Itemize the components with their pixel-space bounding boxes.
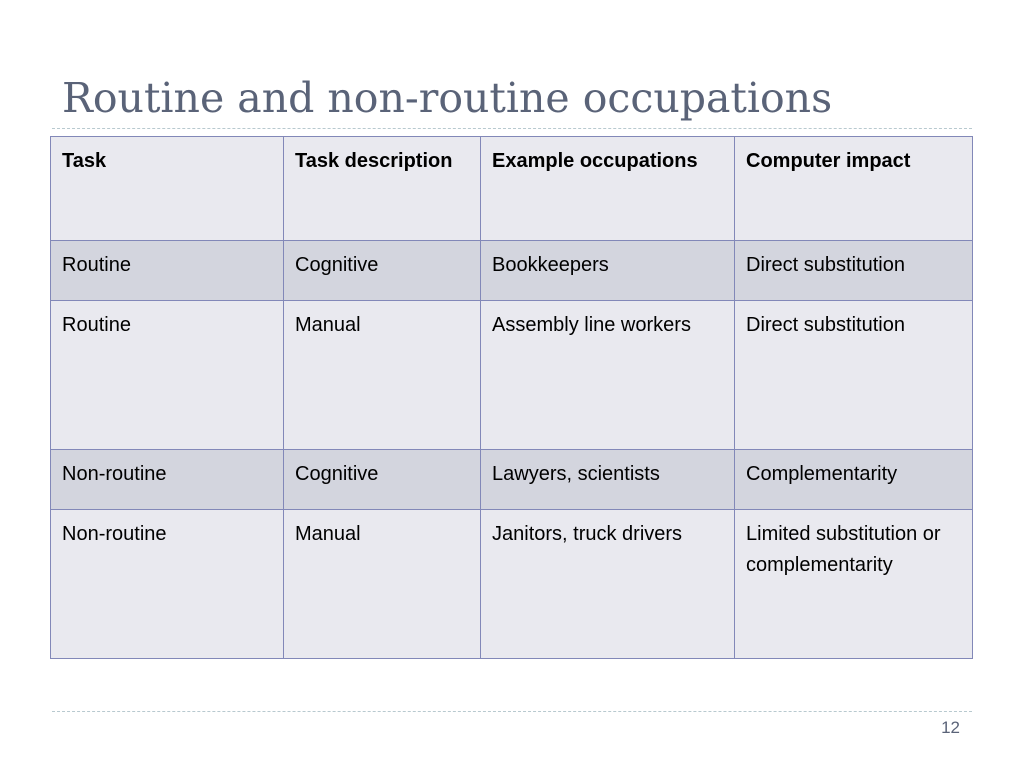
top-divider xyxy=(52,128,972,129)
header-example-occupations: Example occupations xyxy=(481,137,735,241)
cell-task: Routine xyxy=(51,241,284,301)
cell-task-description: Manual xyxy=(284,510,481,659)
table-row xyxy=(51,510,973,659)
cell-computer-impact: Complementarity xyxy=(735,450,973,510)
header-task-description: Task description xyxy=(284,137,481,241)
cell-task: Routine xyxy=(51,301,284,450)
page-number: 12 xyxy=(941,718,960,737)
header-task: Task xyxy=(51,137,284,241)
cell-example-occupations: Janitors, truck drivers xyxy=(481,510,735,659)
cell-task-description: Manual xyxy=(284,301,481,450)
cell-computer-impact: Limited substitution or complementarity xyxy=(735,510,973,659)
cell-example-occupations: Bookkeepers xyxy=(481,241,735,301)
table-row xyxy=(51,450,973,510)
cell-task: Non-routine xyxy=(51,450,284,510)
table-header-row xyxy=(51,137,973,241)
cell-computer-impact: Direct substitution xyxy=(735,241,973,301)
bottom-divider xyxy=(52,711,972,712)
cell-task: Non-routine xyxy=(51,510,284,659)
cell-example-occupations: Assembly line workers xyxy=(481,301,735,450)
cell-example-occupations: Lawyers, scientists xyxy=(481,450,735,510)
cell-task-description: Cognitive xyxy=(284,241,481,301)
cell-computer-impact: Direct substitution xyxy=(735,301,973,450)
slide-title: Routine and non-routine occupations xyxy=(62,74,833,122)
table-row xyxy=(51,301,973,450)
occupations-table xyxy=(50,136,973,659)
table-row xyxy=(51,241,973,301)
cell-task-description: Cognitive xyxy=(284,450,481,510)
header-computer-impact: Computer impact xyxy=(735,137,973,241)
